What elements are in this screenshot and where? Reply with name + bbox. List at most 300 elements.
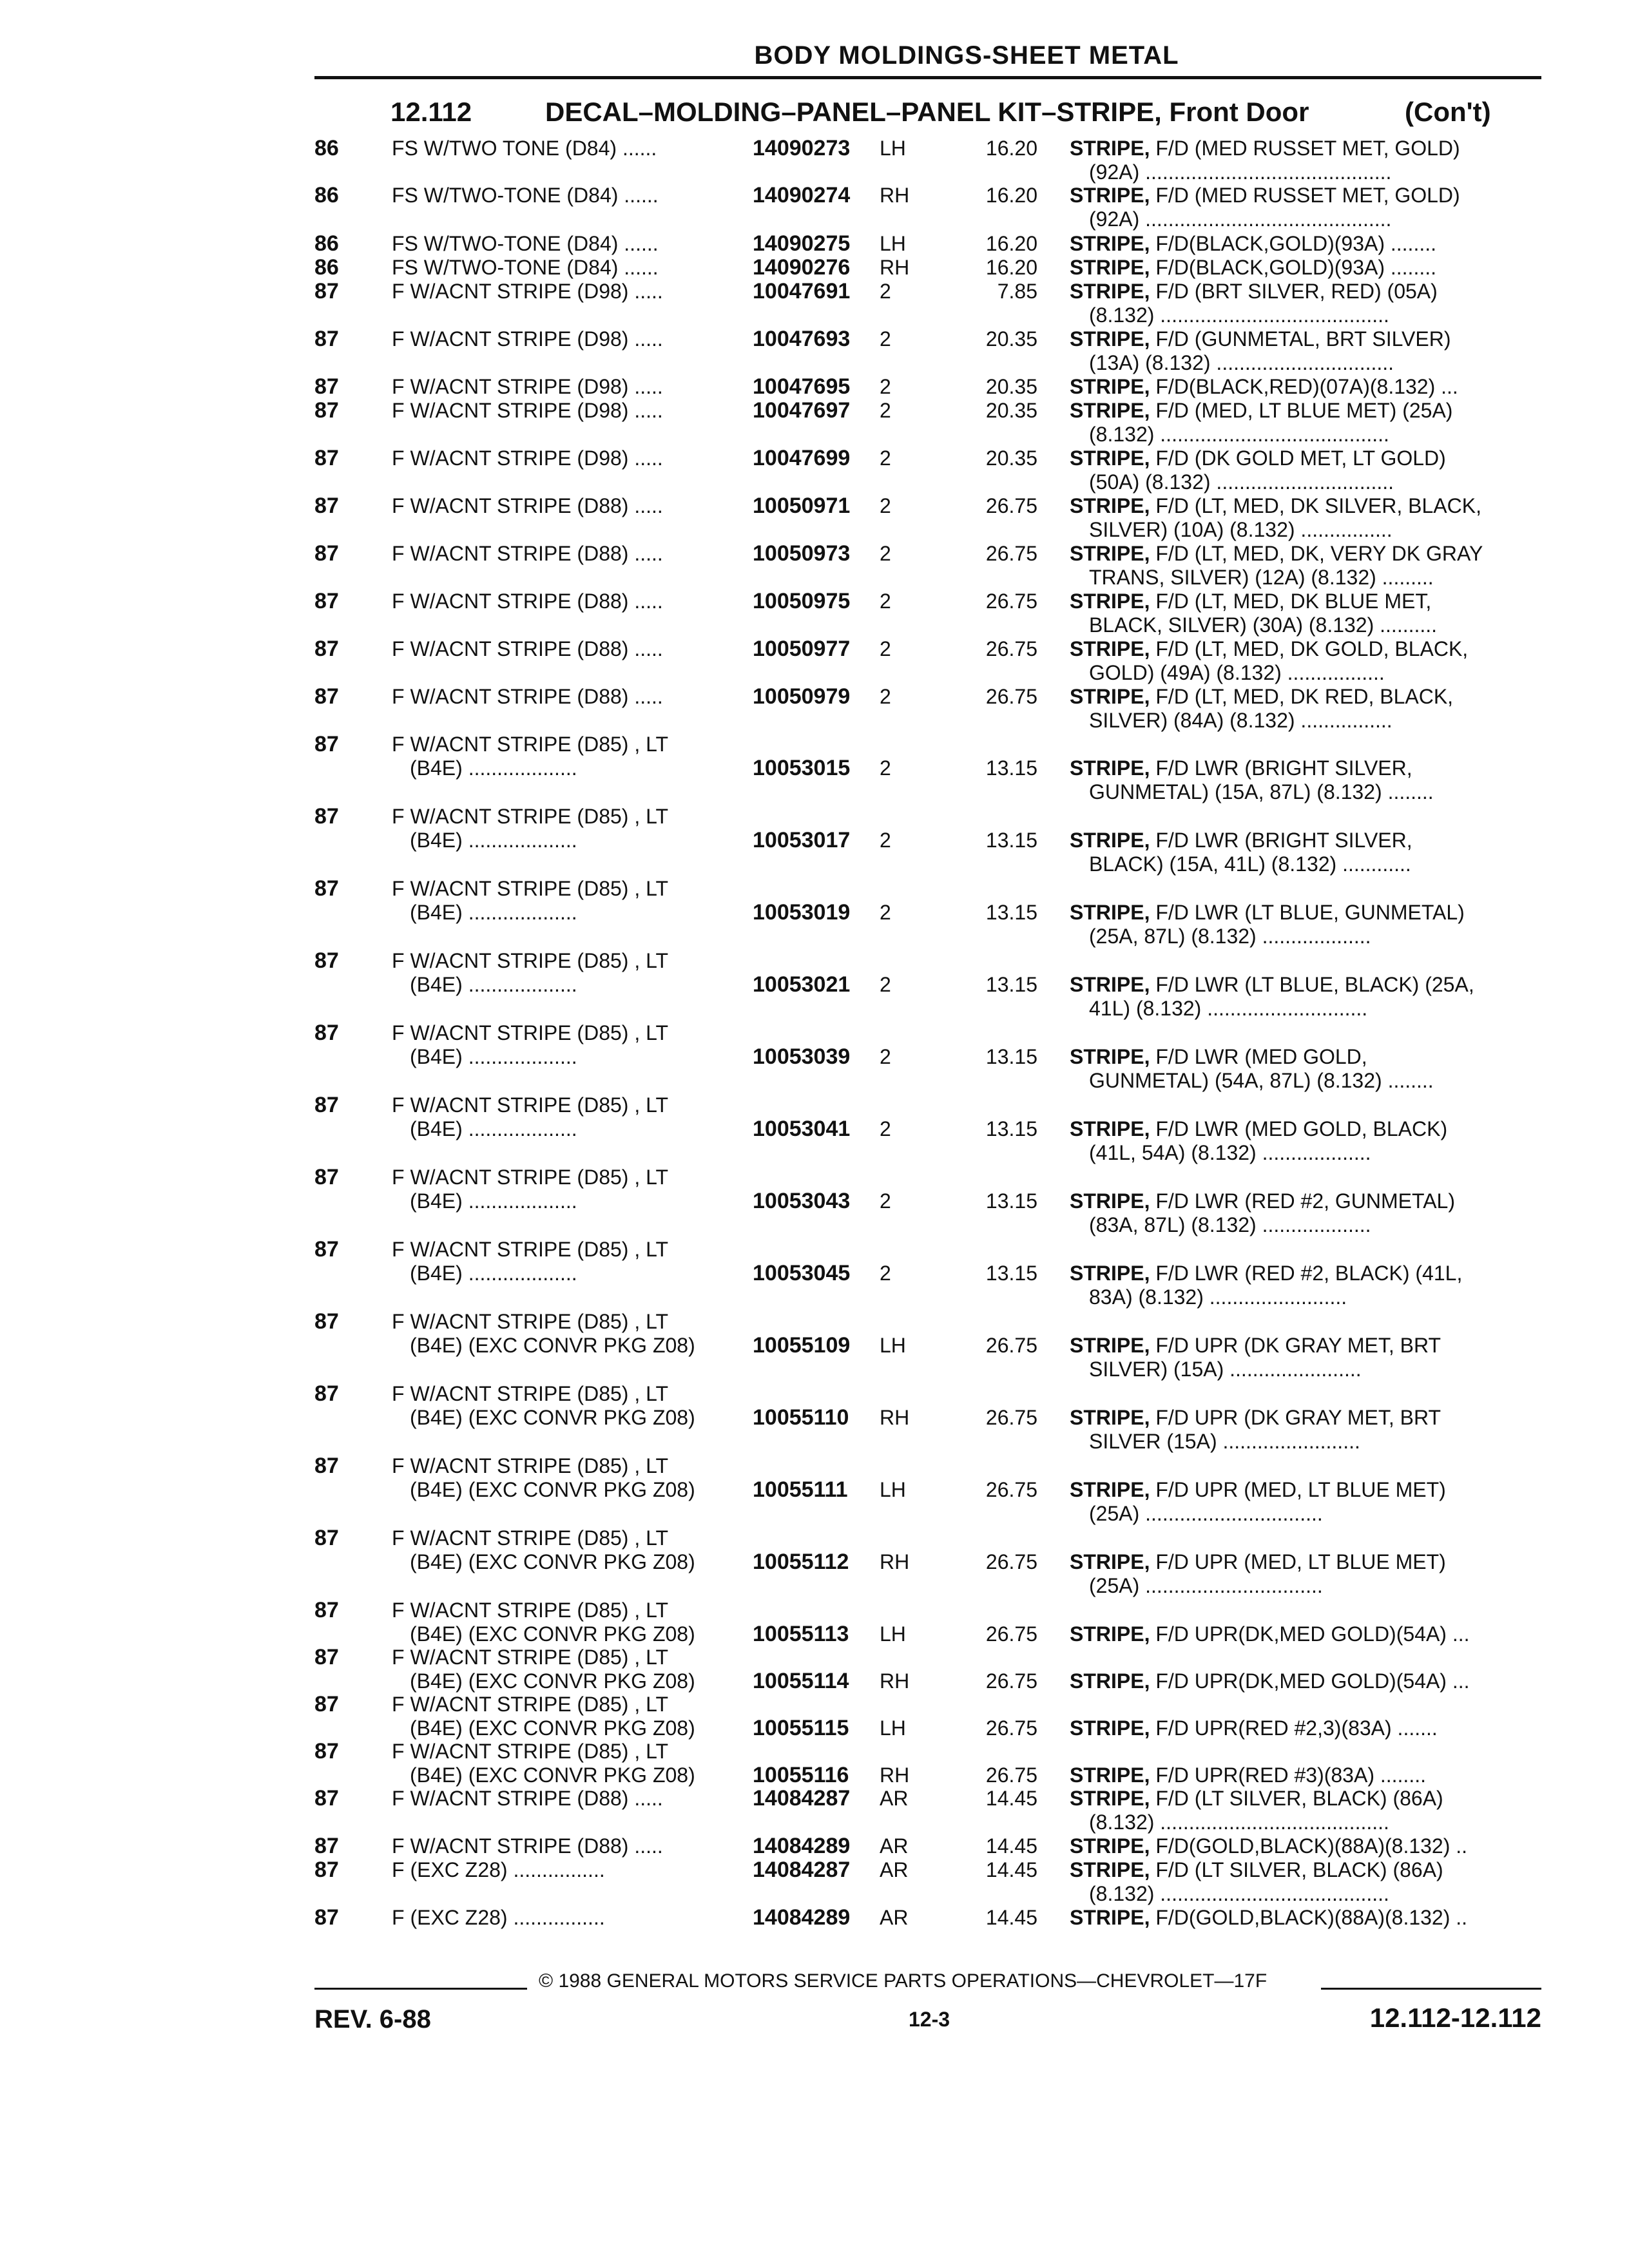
footer-rule-left <box>314 1988 527 1990</box>
model-year: 87 <box>314 1021 339 1045</box>
price: 14.45 <box>985 1834 1037 1858</box>
description-cont: (92A) ........................................... <box>1089 160 1392 184</box>
description <box>1070 1669 1527 1693</box>
description-text: F/D(BLACK,RED)(07A)(8.132) ... <box>1155 375 1458 398</box>
table-row <box>0 398 1629 446</box>
description <box>1070 1858 1527 1882</box>
table-row <box>0 279 1629 327</box>
application-cont: (B4E) ................... <box>410 1045 577 1068</box>
quantity: 2 <box>880 590 891 613</box>
price: 26.75 <box>985 1622 1037 1646</box>
description <box>1070 590 1527 613</box>
model-year: 87 <box>314 948 339 973</box>
description-cont: GUNMETAL) (54A, 87L) (8.132) ........ <box>1089 1069 1434 1092</box>
application-cont: (B4E) (EXC CONVR PKG Z08) <box>410 1478 695 1501</box>
description-cont: (8.132) ........................................ <box>1089 303 1389 327</box>
item-name: STRIPE, <box>1070 973 1150 996</box>
quantity: LH <box>880 1478 906 1501</box>
model-year: 87 <box>314 1381 339 1406</box>
description <box>1070 973 1527 997</box>
description-cont: (8.132) ........................................ <box>1089 1811 1389 1834</box>
description-text: F/D UPR(RED #3)(83A) ........ <box>1155 1763 1426 1787</box>
table-row <box>0 1858 1629 1905</box>
price: 26.75 <box>985 1406 1037 1429</box>
table-row <box>0 876 1629 948</box>
price: 26.75 <box>985 1334 1037 1357</box>
item-name: STRIPE, <box>1070 375 1150 398</box>
description <box>1070 1478 1527 1502</box>
description <box>1070 1406 1527 1430</box>
model-year: 87 <box>314 1692 339 1716</box>
application: FS W/TWO TONE (D84) ...... <box>392 137 657 160</box>
application: F W/ACNT STRIPE (D85) , LT <box>392 1599 669 1622</box>
description-text: F/D LWR (RED #2, GUNMETAL) <box>1155 1189 1455 1213</box>
description-text: F/D LWR (MED GOLD, <box>1155 1045 1367 1068</box>
application: F W/ACNT STRIPE (D88) ..... <box>392 494 663 517</box>
description <box>1070 1834 1527 1858</box>
application-cont: (B4E) (EXC CONVR PKG Z08) <box>410 1716 695 1740</box>
description <box>1070 1906 1527 1930</box>
model-year: 87 <box>314 398 339 423</box>
price: 26.75 <box>985 494 1037 517</box>
price: 16.20 <box>985 184 1037 207</box>
part-number: 10047693 <box>753 327 851 351</box>
price: 26.75 <box>985 1478 1037 1501</box>
application: F W/ACNT STRIPE (D98) ..... <box>392 447 663 470</box>
application-cont: (B4E) (EXC CONVR PKG Z08) <box>410 1550 695 1573</box>
description-text: F/D (LT SILVER, BLACK) (86A) <box>1155 1858 1443 1881</box>
description <box>1070 1045 1527 1069</box>
page-header: BODY MOLDINGS-SHEET METAL <box>754 41 1179 70</box>
price: 13.15 <box>985 829 1037 852</box>
application: F W/ACNT STRIPE (D85) , LT <box>392 1093 669 1117</box>
part-number: 10050973 <box>753 541 851 566</box>
table-row <box>0 232 1629 258</box>
application: FS W/TWO-TONE (D84) ...... <box>392 184 659 207</box>
application: F W/ACNT STRIPE (D98) ..... <box>392 399 663 422</box>
table-row <box>0 1093 1629 1164</box>
model-year: 86 <box>314 136 339 160</box>
table-row <box>0 375 1629 401</box>
description <box>1070 232 1527 256</box>
quantity: RH <box>880 1550 910 1573</box>
item-name: STRIPE, <box>1070 399 1150 422</box>
description <box>1070 256 1527 280</box>
application-cont: (B4E) ................... <box>410 973 577 996</box>
table-row <box>0 1526 1629 1597</box>
part-number: 14090276 <box>753 255 851 280</box>
application: F W/ACNT STRIPE (D98) ..... <box>392 327 663 351</box>
application: F W/ACNT STRIPE (D85) , LT <box>392 733 669 756</box>
item-name: STRIPE, <box>1070 1406 1150 1429</box>
table-row <box>0 1237 1629 1309</box>
description <box>1070 399 1527 423</box>
model-year: 87 <box>314 684 339 709</box>
application: F W/ACNT STRIPE (D85) , LT <box>392 1693 669 1716</box>
table-row <box>0 1906 1629 1932</box>
application-cont: (B4E) ................... <box>410 829 577 852</box>
part-number: 10047691 <box>753 279 851 303</box>
description <box>1070 184 1527 207</box>
model-year: 87 <box>314 1598 339 1622</box>
item-name: STRIPE, <box>1070 637 1150 660</box>
table-row <box>0 136 1629 184</box>
price: 14.45 <box>985 1858 1037 1881</box>
description-cont: SILVER) (15A) ....................... <box>1089 1358 1362 1381</box>
quantity: RH <box>880 256 910 279</box>
section-name: DECAL–MOLDING–PANEL–PANEL KIT–STRIPE, Front Door <box>545 97 1309 127</box>
application-cont: (B4E) ................... <box>410 1189 577 1213</box>
model-year: 87 <box>314 1858 339 1882</box>
description-cont: SILVER) (84A) (8.132) ................ <box>1089 709 1393 732</box>
quantity: AR <box>880 1787 909 1810</box>
copyright-notice: © 1988 GENERAL MOTORS SERVICE PARTS OPERATIONS—CHEVROLET—17F <box>539 1970 1268 1992</box>
application-cont: (B4E) ................... <box>410 901 577 924</box>
description-text: F/D (LT, MED, DK RED, BLACK, <box>1155 685 1454 708</box>
table-row <box>0 256 1629 282</box>
application-cont: (B4E) (EXC CONVR PKG Z08) <box>410 1334 695 1357</box>
table-row <box>0 1309 1629 1381</box>
quantity: 2 <box>880 829 891 852</box>
quantity: RH <box>880 184 910 207</box>
quantity: 2 <box>880 637 891 660</box>
description-text: F/D (LT, MED, DK SILVER, BLACK, <box>1155 494 1481 517</box>
quantity: 2 <box>880 685 891 708</box>
description-text: F/D (DK GOLD MET, LT GOLD) <box>1155 447 1446 470</box>
quantity: 2 <box>880 901 891 924</box>
description-text: F/D LWR (LT BLUE, BLACK) (25A, <box>1155 973 1474 996</box>
application: FS W/TWO-TONE (D84) ...... <box>392 256 659 279</box>
item-name: STRIPE, <box>1070 1478 1150 1501</box>
model-year: 87 <box>314 1645 339 1669</box>
description-text: F/D (LT SILVER, BLACK) (86A) <box>1155 1787 1443 1810</box>
item-name: STRIPE, <box>1070 1834 1150 1858</box>
price: 26.75 <box>985 542 1037 565</box>
description-text: F/D UPR(DK,MED GOLD)(54A) ... <box>1155 1669 1470 1693</box>
description-text: F/D (BRT SILVER, RED) (05A) <box>1155 280 1438 303</box>
table-row <box>0 327 1629 374</box>
part-number: 10055114 <box>753 1669 849 1693</box>
application: F W/ACNT STRIPE (D85) , LT <box>392 877 669 900</box>
description-cont: (92A) ........................................... <box>1089 207 1392 231</box>
description-cont: (25A) ............................... <box>1089 1574 1323 1597</box>
application-cont: (B4E) (EXC CONVR PKG Z08) <box>410 1622 695 1646</box>
application: F W/ACNT STRIPE (D88) ..... <box>392 542 663 565</box>
quantity: LH <box>880 232 906 255</box>
model-year: 87 <box>314 279 339 303</box>
item-name: STRIPE, <box>1070 1716 1150 1740</box>
description <box>1070 1550 1527 1574</box>
application: F W/ACNT STRIPE (D85) , LT <box>392 1310 669 1333</box>
quantity: 2 <box>880 756 891 780</box>
item-name: STRIPE, <box>1070 1858 1150 1881</box>
item-name: STRIPE, <box>1070 137 1150 160</box>
application: F W/ACNT STRIPE (D88) ..... <box>392 1787 663 1810</box>
model-year: 87 <box>314 1739 339 1763</box>
item-name: STRIPE, <box>1070 590 1150 613</box>
price: 26.75 <box>985 1763 1037 1787</box>
page-number: 12-3 <box>909 2008 950 2031</box>
model-year: 87 <box>314 1526 339 1550</box>
description-cont: BLACK) (15A, 41L) (8.132) ............ <box>1089 852 1411 876</box>
description-text: F/D(BLACK,GOLD)(93A) ........ <box>1155 232 1436 255</box>
price: 20.35 <box>985 375 1037 398</box>
application: F W/ACNT STRIPE (D98) ..... <box>392 375 663 398</box>
table-row <box>0 494 1629 541</box>
part-number: 10053043 <box>753 1189 851 1213</box>
quantity: RH <box>880 1763 910 1787</box>
item-name: STRIPE, <box>1070 280 1150 303</box>
price: 20.35 <box>985 447 1037 470</box>
quantity: 2 <box>880 327 891 351</box>
description <box>1070 375 1527 399</box>
application: F W/ACNT STRIPE (D85) , LT <box>392 1382 669 1405</box>
description <box>1070 756 1527 780</box>
table-row <box>0 1021 1629 1092</box>
item-name: STRIPE, <box>1070 1334 1150 1357</box>
model-year: 87 <box>314 1237 339 1262</box>
description-text: F/D (MED RUSSET MET, GOLD) <box>1155 137 1460 160</box>
item-name: STRIPE, <box>1070 542 1150 565</box>
part-number: 14090273 <box>753 136 851 160</box>
price: 16.20 <box>985 232 1037 255</box>
quantity: 2 <box>880 399 891 422</box>
part-number: 10050975 <box>753 589 851 613</box>
application-cont: (B4E) (EXC CONVR PKG Z08) <box>410 1406 695 1429</box>
table-row <box>0 1645 1629 1693</box>
section-number: 12.112 <box>390 97 472 127</box>
item-name: STRIPE, <box>1070 829 1150 852</box>
quantity: 2 <box>880 542 891 565</box>
description-text: F/D LWR (BRIGHT SILVER, <box>1155 756 1412 780</box>
description-text: F/D LWR (BRIGHT SILVER, <box>1155 829 1412 852</box>
item-name: STRIPE, <box>1070 1622 1150 1646</box>
application: F W/ACNT STRIPE (D98) ..... <box>392 280 663 303</box>
part-number: 10053019 <box>753 900 851 925</box>
description <box>1070 280 1527 303</box>
part-number: 14084287 <box>753 1858 851 1882</box>
quantity: 2 <box>880 973 891 996</box>
table-row <box>0 1454 1629 1525</box>
part-number: 10055115 <box>753 1716 849 1740</box>
item-name: STRIPE, <box>1070 256 1150 279</box>
model-year: 87 <box>314 1786 339 1811</box>
description-text: F/D LWR (LT BLUE, GUNMETAL) <box>1155 901 1465 924</box>
table-row <box>0 1165 1629 1236</box>
application: F W/ACNT STRIPE (D85) , LT <box>392 1646 669 1669</box>
model-year: 87 <box>314 327 339 351</box>
description-text: F/D(BLACK,GOLD)(93A) ........ <box>1155 256 1436 279</box>
price: 13.15 <box>985 973 1037 996</box>
application: F (EXC Z28) ................ <box>392 1858 605 1881</box>
item-name: STRIPE, <box>1070 1787 1150 1810</box>
model-year: 87 <box>314 494 339 518</box>
description <box>1070 1622 1527 1646</box>
price: 14.45 <box>985 1906 1037 1929</box>
quantity: 2 <box>880 1262 891 1285</box>
model-year: 87 <box>314 1454 339 1478</box>
description-cont: 41L) (8.132) ............................ <box>1089 997 1368 1020</box>
model-year: 87 <box>314 804 339 829</box>
description <box>1070 685 1527 709</box>
part-number: 10055111 <box>753 1477 848 1502</box>
quantity: AR <box>880 1906 909 1929</box>
description-text: F/D (GUNMETAL, BRT SILVER) <box>1155 327 1451 351</box>
quantity: AR <box>880 1834 909 1858</box>
description <box>1070 327 1527 351</box>
quantity: 2 <box>880 1117 891 1140</box>
quantity: LH <box>880 1716 906 1740</box>
quantity: AR <box>880 1858 909 1881</box>
description-text: F/D LWR (MED GOLD, BLACK) <box>1155 1117 1448 1140</box>
part-number: 14084289 <box>753 1834 851 1858</box>
part-number: 14090275 <box>753 231 851 256</box>
description-cont: SILVER (15A) ........................ <box>1089 1430 1360 1453</box>
model-year: 87 <box>314 1905 339 1930</box>
application: F W/ACNT STRIPE (D88) ..... <box>392 1834 663 1858</box>
application: F W/ACNT STRIPE (D88) ..... <box>392 590 663 613</box>
quantity: 2 <box>880 1045 891 1068</box>
application: F W/ACNT STRIPE (D85) , LT <box>392 1166 669 1189</box>
description-cont: (25A, 87L) (8.132) ................... <box>1089 925 1371 948</box>
part-number: 10050971 <box>753 494 851 518</box>
application-cont: (B4E) (EXC CONVR PKG Z08) <box>410 1669 695 1693</box>
table-row <box>0 1786 1629 1834</box>
part-number: 10053015 <box>753 756 851 780</box>
application: F (EXC Z28) ................ <box>392 1906 605 1929</box>
application: F W/ACNT STRIPE (D85) , LT <box>392 949 669 972</box>
application: FS W/TWO-TONE (D84) ...... <box>392 232 659 255</box>
application: F W/ACNT STRIPE (D85) , LT <box>392 805 669 828</box>
part-number: 10047699 <box>753 446 851 470</box>
item-name: STRIPE, <box>1070 327 1150 351</box>
table-row <box>0 637 1629 684</box>
table-row <box>0 589 1629 637</box>
quantity: RH <box>880 1406 910 1429</box>
application: F W/ACNT STRIPE (D85) , LT <box>392 1526 669 1550</box>
application: F W/ACNT STRIPE (D85) , LT <box>392 1021 669 1044</box>
description <box>1070 1763 1527 1787</box>
revision-label: REV. 6-88 <box>314 2005 431 2033</box>
model-year: 86 <box>314 183 339 207</box>
item-name: STRIPE, <box>1070 1763 1150 1787</box>
quantity: 2 <box>880 375 891 398</box>
model-year: 87 <box>314 589 339 613</box>
model-year: 87 <box>314 1093 339 1117</box>
description-text: F/D(GOLD,BLACK)(88A)(8.132) .. <box>1155 1834 1468 1858</box>
description <box>1070 1334 1527 1358</box>
application: F W/ACNT STRIPE (D85) , LT <box>392 1238 669 1261</box>
item-name: STRIPE, <box>1070 494 1150 517</box>
part-number: 14084287 <box>753 1786 851 1811</box>
price: 13.15 <box>985 1117 1037 1140</box>
model-year: 87 <box>314 876 339 901</box>
part-number: 10050979 <box>753 684 851 709</box>
part-number: 10053039 <box>753 1044 851 1069</box>
part-number: 10053017 <box>753 828 851 852</box>
price: 20.35 <box>985 399 1037 422</box>
item-name: STRIPE, <box>1070 1117 1150 1140</box>
quantity: RH <box>880 1669 910 1693</box>
item-name: STRIPE, <box>1070 232 1150 255</box>
part-number: 10055112 <box>753 1550 849 1574</box>
price: 7.85 <box>997 280 1037 303</box>
table-row <box>0 948 1629 1020</box>
quantity: 2 <box>880 280 891 303</box>
description-cont: (83A, 87L) (8.132) ................... <box>1089 1213 1371 1236</box>
description-cont: (50A) (8.132) ............................... <box>1089 470 1394 494</box>
price: 13.15 <box>985 1262 1037 1285</box>
quantity: LH <box>880 137 906 160</box>
item-name: STRIPE, <box>1070 1669 1150 1693</box>
part-number: 14090274 <box>753 183 851 207</box>
model-year: 87 <box>314 732 339 756</box>
application: F W/ACNT STRIPE (D88) ..... <box>392 637 663 660</box>
description-text: F/D UPR (DK GRAY MET, BRT <box>1155 1406 1441 1429</box>
price: 13.15 <box>985 756 1037 780</box>
table-row <box>0 1834 1629 1860</box>
description <box>1070 1117 1527 1141</box>
description <box>1070 1787 1527 1811</box>
price: 20.35 <box>985 327 1037 351</box>
table-row <box>0 1598 1629 1646</box>
quantity: LH <box>880 1334 906 1357</box>
description-text: F/D(GOLD,BLACK)(88A)(8.132) .. <box>1155 1906 1468 1929</box>
table-row <box>0 446 1629 494</box>
model-year: 87 <box>314 541 339 566</box>
item-name: STRIPE, <box>1070 685 1150 708</box>
description-cont: BLACK, SILVER) (30A) (8.132) .......... <box>1089 613 1438 637</box>
quantity: 2 <box>880 447 891 470</box>
model-year: 87 <box>314 1165 339 1189</box>
item-name: STRIPE, <box>1070 1045 1150 1068</box>
footer-rule-right <box>1321 1988 1541 1990</box>
description <box>1070 137 1527 160</box>
description-text: F/D LWR (RED #2, BLACK) (41L, <box>1155 1262 1463 1285</box>
item-name: STRIPE, <box>1070 1550 1150 1573</box>
description-text: F/D UPR (MED, LT BLUE MET) <box>1155 1478 1446 1501</box>
section-range: 12.112-12.112 <box>1369 2003 1541 2033</box>
price: 26.75 <box>985 637 1037 660</box>
table-row <box>0 541 1629 589</box>
price: 13.15 <box>985 901 1037 924</box>
item-name: STRIPE, <box>1070 447 1150 470</box>
model-year: 86 <box>314 231 339 256</box>
description-cont: (41L, 54A) (8.132) ................... <box>1089 1141 1371 1164</box>
description <box>1070 447 1527 470</box>
application: F W/ACNT STRIPE (D85) , LT <box>392 1740 669 1763</box>
description-cont: TRANS, SILVER) (12A) (8.132) ......... <box>1089 566 1434 589</box>
model-year: 87 <box>314 446 339 470</box>
description-text: F/D UPR(DK,MED GOLD)(54A) ... <box>1155 1622 1470 1646</box>
part-number: 10055116 <box>753 1763 849 1787</box>
description-cont: (13A) (8.132) ............................... <box>1089 351 1394 374</box>
model-year: 87 <box>314 637 339 661</box>
description <box>1070 1189 1527 1213</box>
quantity: LH <box>880 1622 906 1646</box>
part-number: 10053041 <box>753 1117 851 1141</box>
part-number: 10055110 <box>753 1405 849 1430</box>
description <box>1070 542 1527 566</box>
table-row <box>0 1381 1629 1453</box>
description-text: F/D (MED RUSSET MET, GOLD) <box>1155 184 1460 207</box>
description-text: F/D UPR(RED #2,3)(83A) ....... <box>1155 1716 1438 1740</box>
part-number: 10053021 <box>753 972 851 997</box>
description <box>1070 829 1527 852</box>
description-text: F/D (MED, LT BLUE MET) (25A) <box>1155 399 1453 422</box>
model-year: 87 <box>314 1834 339 1858</box>
description <box>1070 1262 1527 1285</box>
